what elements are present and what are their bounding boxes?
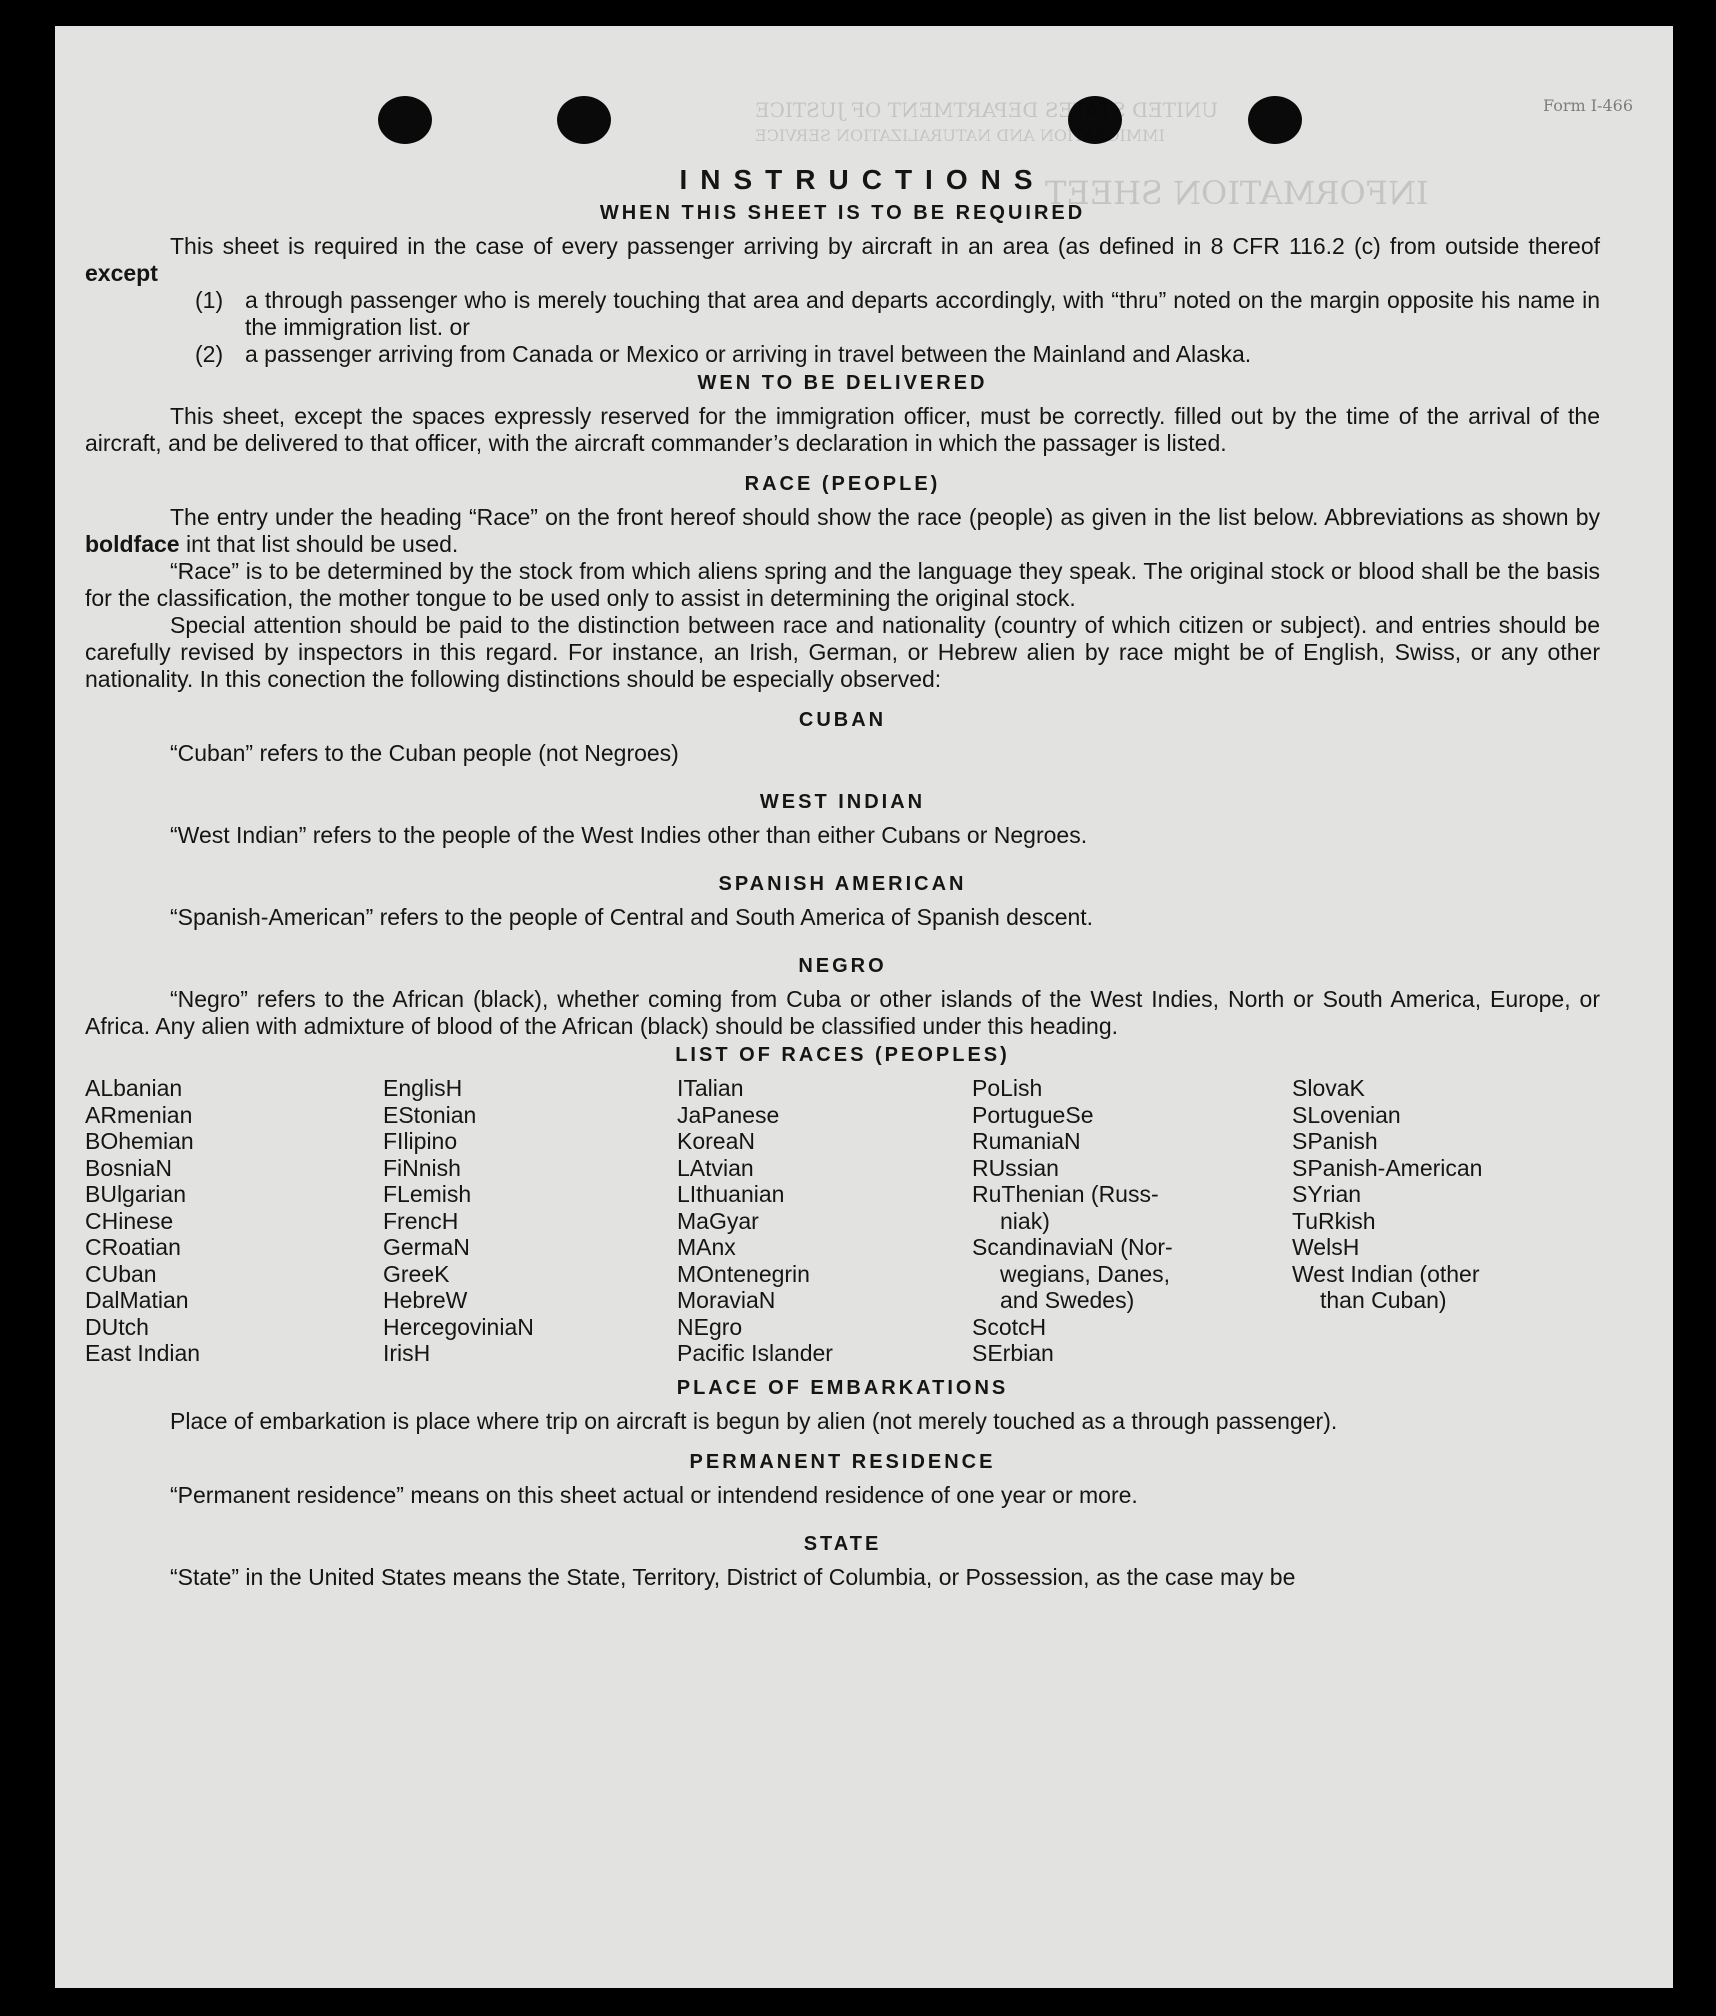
- section-heading: WEN TO BE DELIVERED: [697, 372, 988, 394]
- race-entry: MoraviaN: [677, 1287, 776, 1313]
- paragraph: Place of embarkation is place where trip on aircraft is begun by alien (not merely touched as a through passenger).: [170, 1407, 1338, 1434]
- race-entry: GreeK: [383, 1260, 450, 1287]
- document-page: [55, 26, 1673, 1988]
- race-column: [677, 1075, 972, 1367]
- section-heading: LIST OF RACES (PEOPLES): [675, 1044, 1010, 1066]
- race-entry: SPanish: [1292, 1128, 1378, 1154]
- paragraph: “Negro” refers to the African (black), whether coming from Cuba or other islands of the West Indies, North or South America, Europe, or Africa. Any alien with admixture of blood of the African (black) should be classified under this heading.: [85, 986, 1600, 1039]
- race-entry: EnglisH: [383, 1075, 463, 1101]
- list-item: (1) a through passenger who is merely touching that area and departs accordingly, with “thru” noted on the margin opposite his name in the immigration list. or: [195, 287, 1600, 340]
- paragraph: The entry under the heading “Race” on the front hereof should show the race (people) as given in the list below. Abbreviations as shown by boldface int that list should be used.: [85, 504, 1600, 557]
- list-item: (2) a passenger arriving from Canada or Mexico or arriving in travel between the Mainland and Alaska.: [195, 341, 1252, 367]
- section-heading: NEGRO: [798, 955, 887, 977]
- race-entry: West Indian (other: [1292, 1260, 1480, 1287]
- race-entry: HercegoviniaN: [383, 1313, 534, 1340]
- punch-hole: [1248, 96, 1302, 144]
- race-entry: FLemish: [383, 1181, 472, 1207]
- section-heading: PERMANENT RESIDENCE: [689, 1450, 996, 1473]
- race-column: [972, 1075, 1292, 1367]
- punch-hole: [557, 96, 611, 144]
- race-entry: FiNnish: [383, 1154, 461, 1181]
- paragraph: “West Indian” refers to the people of the West Indies other than either Cubans or Negroes.: [170, 822, 1088, 848]
- section-heading: PLACE OF EMBARKATIONS: [676, 1376, 1009, 1399]
- race-entry: SlovaK: [1292, 1075, 1365, 1101]
- paragraph: “Spanish-American” refers to the people of Central and South America of Spanish descent.: [170, 904, 1094, 930]
- race-entry: RUssian: [972, 1154, 1059, 1181]
- paragraph: “Race” is to be determined by the stock from which aliens spring and the language they speak. The original stock or blood shall be the basis for the classification, the mother tongue to be used only to assist in determining the original stock.: [85, 558, 1600, 611]
- race-entry: BOhemian: [85, 1128, 194, 1154]
- race-entry-continuation: than Cuban): [1320, 1287, 1447, 1313]
- race-entry: IrisH: [383, 1340, 431, 1366]
- section-heading: WEST INDIAN: [759, 791, 926, 813]
- race-entry: CHinese: [85, 1207, 174, 1234]
- race-entry: SYrian: [1292, 1181, 1362, 1207]
- race-entry: ScandinaviaN (Nor-: [972, 1234, 1173, 1260]
- race-entry: FrencH: [383, 1207, 459, 1234]
- race-entry: LIthuanian: [677, 1181, 785, 1207]
- paragraph: “State” in the United States means the State, Territory, District of Columbia, or Possession, as the case may be: [170, 1563, 1296, 1590]
- paragraph: “Permanent residence” means on this sheet actual or intendend residence of one year or more.: [170, 1481, 1138, 1508]
- paragraph: “Cuban” refers to the Cuban people (not Negroes): [170, 740, 679, 766]
- paragraph: Special attention should be paid to the distinction between race and nationality (country of which citizen or subject). and entries should be carefully revised by inspectors in this regard. For instance, an Irish, German, or Hebrew alien by race might be of English, Swiss, or any other nationality. In this conection the following distinctions should be especially observed:: [85, 612, 1600, 692]
- race-entry: PortugueSe: [972, 1101, 1094, 1128]
- race-column: [1292, 1075, 1592, 1367]
- race-entry: KoreaN: [677, 1128, 755, 1154]
- race-entry: RumaniaN: [972, 1128, 1081, 1154]
- section-heading: RACE (PEOPLE): [744, 473, 941, 495]
- section-heading: STATE: [803, 1532, 882, 1555]
- race-entry: ITalian: [677, 1075, 744, 1101]
- race-entry: CRoatian: [85, 1234, 181, 1260]
- punch-hole: [378, 96, 432, 144]
- race-entry: Pacific Islander: [677, 1340, 833, 1366]
- page-title: INSTRUCTIONS: [679, 164, 1046, 195]
- race-entry: HebreW: [383, 1287, 468, 1313]
- race-entry: NEgro: [677, 1313, 743, 1340]
- form-number: Form I-466: [1542, 96, 1633, 115]
- race-entry: CUban: [85, 1260, 157, 1287]
- race-entry: ScotcH: [972, 1313, 1047, 1340]
- race-entry: East Indian: [85, 1340, 201, 1366]
- race-entry: GermaN: [383, 1234, 470, 1260]
- race-entry: ALbanian: [85, 1075, 183, 1101]
- race-entry: JaPanese: [677, 1101, 780, 1128]
- paragraph: This sheet, except the spaces expressly reserved for the immigration officer, must be correctly. filled out by the time of the arrival of the aircraft, and be delivered to that officer, with the aircraft commander’s declaration in which the passager is listed.: [85, 403, 1600, 456]
- race-entry: SLovenian: [1292, 1101, 1401, 1128]
- race-entry: WelsH: [1292, 1234, 1360, 1260]
- bleed-through-text: IMMIGRATION AND NATURALIZATION SERVICE: [755, 126, 1165, 145]
- paragraph: This sheet is required in the case of every passenger arriving by aircraft in an area (as defined in 8 CFR 116.2 (c) from outside thereof except: [85, 233, 1600, 286]
- race-entry: DalMatian: [85, 1287, 189, 1313]
- race-column: [383, 1075, 677, 1367]
- race-entry: RuThenian (Russ-: [972, 1181, 1159, 1207]
- bleed-through-text: UNITED STATES DEPARTMENT OF JUSTICE: [755, 98, 1219, 122]
- section-heading: WHEN THIS SHEET IS TO BE REQUIRED: [599, 202, 1086, 224]
- race-entry-continuation: niak): [1000, 1207, 1050, 1234]
- section-heading: SPANISH AMERICAN: [718, 873, 967, 895]
- race-entry: BosniaN: [85, 1154, 172, 1181]
- race-entry: MOntenegrin: [677, 1260, 810, 1287]
- section-heading: CUBAN: [798, 709, 887, 731]
- race-entry: ARmenian: [85, 1101, 193, 1128]
- race-entry-continuation: wegians, Danes,: [1000, 1260, 1171, 1287]
- race-entry: LAtvian: [677, 1154, 754, 1181]
- race-entry-continuation: and Swedes): [1000, 1287, 1135, 1313]
- race-entry: MaGyar: [677, 1207, 759, 1234]
- bleed-through-text: INFORMATION SHEET: [1045, 174, 1429, 212]
- instructions-content: [85, 164, 1600, 1591]
- race-entry: PoLish: [972, 1075, 1043, 1101]
- race-entry: DUtch: [85, 1313, 149, 1340]
- race-entry: SErbian: [972, 1340, 1054, 1366]
- race-entry: SPanish-American: [1292, 1154, 1483, 1181]
- race-entry: BUlgarian: [85, 1181, 186, 1207]
- race-entry: EStonian: [383, 1101, 477, 1128]
- race-entry: TuRkish: [1292, 1207, 1376, 1234]
- race-entry: MAnx: [677, 1234, 736, 1260]
- race-list: [85, 1075, 1600, 1367]
- race-entry: FIlipino: [383, 1128, 458, 1154]
- race-column: [85, 1075, 383, 1367]
